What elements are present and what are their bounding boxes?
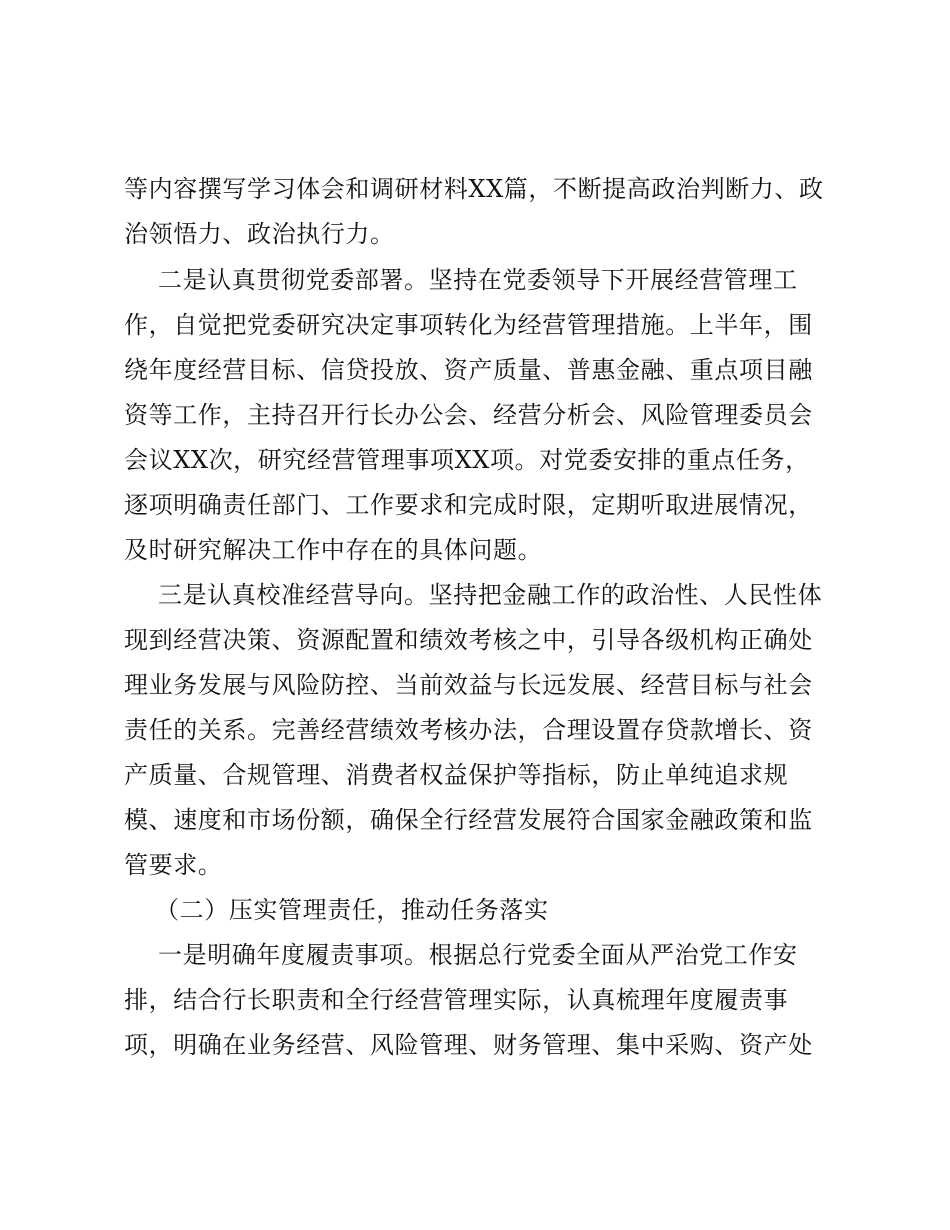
body-text-line: 会议XX次，研究经营管理事项XX项。对党委安排的重点任务， bbox=[124, 446, 810, 474]
body-text-line: 等内容撰写学习体会和调研材料XX篇，不断提高政治判断力、政 bbox=[124, 175, 824, 203]
body-text-line: 现到经营决策、资源配置和绩效考核之中，引导各级机构正确处 bbox=[124, 626, 813, 654]
paragraph-start-line: 二是认真贯彻党委部署。坚持在党委领导下开展经营管理工 bbox=[158, 266, 798, 294]
body-text-line: 治领悟力、政治执行力。 bbox=[124, 220, 395, 248]
body-text-line: 项，明确在业务经营、风险管理、财务管理、集中采购、资产处 bbox=[124, 1031, 813, 1059]
body-text-line: 排，结合行长职责和全行经营管理实际，认真梳理年度履责事 bbox=[124, 986, 789, 1014]
body-text-line: 逐项明确责任部门、工作要求和完成时限，定期听取进展情况， bbox=[124, 491, 813, 519]
body-text-line: 作，自觉把党委研究决定事项转化为经营管理措施。上半年，围 bbox=[124, 311, 813, 339]
body-text-line: 产质量、合规管理、消费者权益保护等指标，防止单纯追求规 bbox=[124, 761, 789, 789]
body-text-line: 责任的关系。完善经营绩效考核办法，合理设置存贷款增长、资 bbox=[124, 716, 813, 744]
body-text-line: 理业务发展与风险防控、当前效益与长远发展、经营目标与社会 bbox=[124, 671, 813, 699]
paragraph-start-line: 三是认真校准经营导向。坚持把金融工作的政治性、人民性体 bbox=[158, 581, 823, 609]
body-text-line: 及时研究解决工作中存在的具体问题。 bbox=[124, 536, 543, 564]
section-heading: （二）压实管理责任，推动任务落实 bbox=[155, 896, 549, 924]
body-text-line: 绕年度经营目标、信贷投放、资产质量、普惠金融、重点项目融 bbox=[124, 356, 813, 384]
body-text-line: 资等工作，主持召开行长办公会、经营分析会、风险管理委员会 bbox=[124, 401, 813, 429]
body-text-line: 模、速度和市场份额，确保全行经营发展符合国家金融政策和监 bbox=[124, 806, 813, 834]
body-text-line: 管要求。 bbox=[124, 851, 223, 879]
paragraph-start-line: 一是明确年度履责事项。根据总行党委全面从严治党工作安 bbox=[158, 941, 798, 969]
